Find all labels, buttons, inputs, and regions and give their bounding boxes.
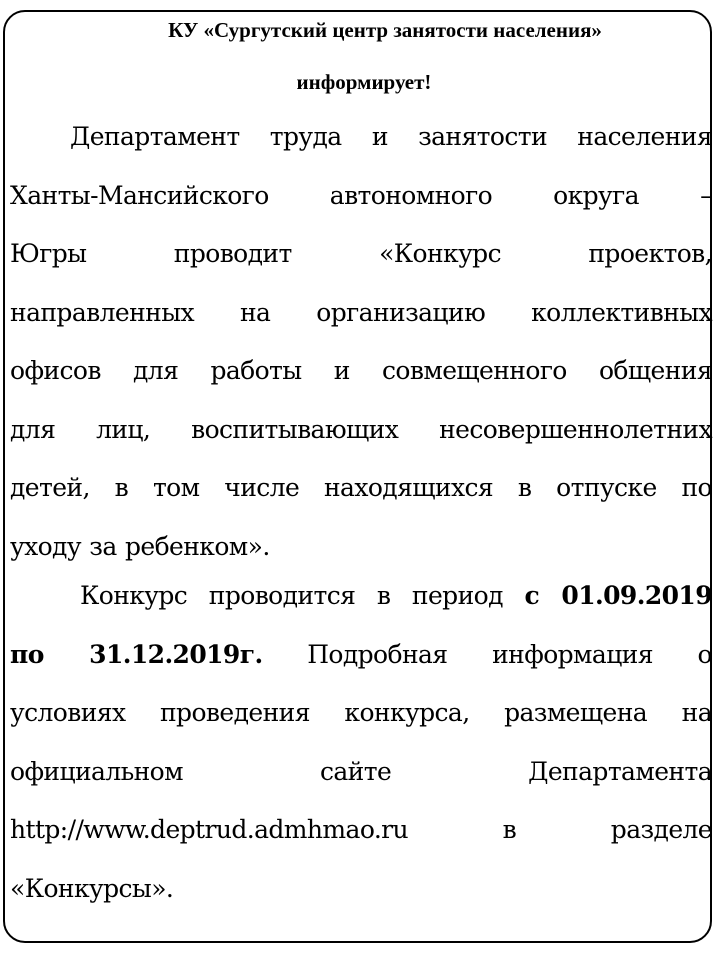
text-line — [10, 567, 712, 626]
text-line: условиях проведения конкурса, размещена на — [10, 698, 712, 727]
text-line: Ханты-Мансийского автономного округа – — [10, 180, 712, 210]
website-link-line: http://www.deptrud.admhmao.ru в разделе — [10, 815, 712, 844]
header-title: КУ «Сургутский центр занятости населения» — [168, 18, 602, 42]
text-line: офисов для работы и совмещенного общения — [10, 356, 712, 385]
info-text: Подробная информация о — [262, 639, 712, 669]
paragraph-dates — [10, 567, 712, 918]
paragraph-announcement — [10, 108, 712, 576]
text-line — [10, 626, 712, 685]
period-label: Конкурс проводится в период — [80, 581, 525, 610]
text-line: уходу за ребенком». — [10, 531, 270, 561]
text-line: Департамент труда и занятости населения — [70, 122, 712, 151]
text-line: направленных на организацию коллективных — [10, 297, 712, 327]
header-subtitle: информирует! — [296, 70, 432, 94]
text-line: для лиц, воспитывающих несовершеннолетних — [10, 414, 712, 444]
text-line: детей, в том числе находящихся в отпуске по — [10, 473, 712, 502]
text-line: «Конкурсы». — [10, 873, 174, 903]
period-end-date: по 31.12.2019г. — [10, 639, 263, 669]
period-start-date: с 01.09.2019 — [524, 581, 712, 610]
text-line: Югры проводит «Конкурс проектов, — [10, 239, 712, 268]
text-line: официальном сайте Департамента — [10, 756, 712, 786]
